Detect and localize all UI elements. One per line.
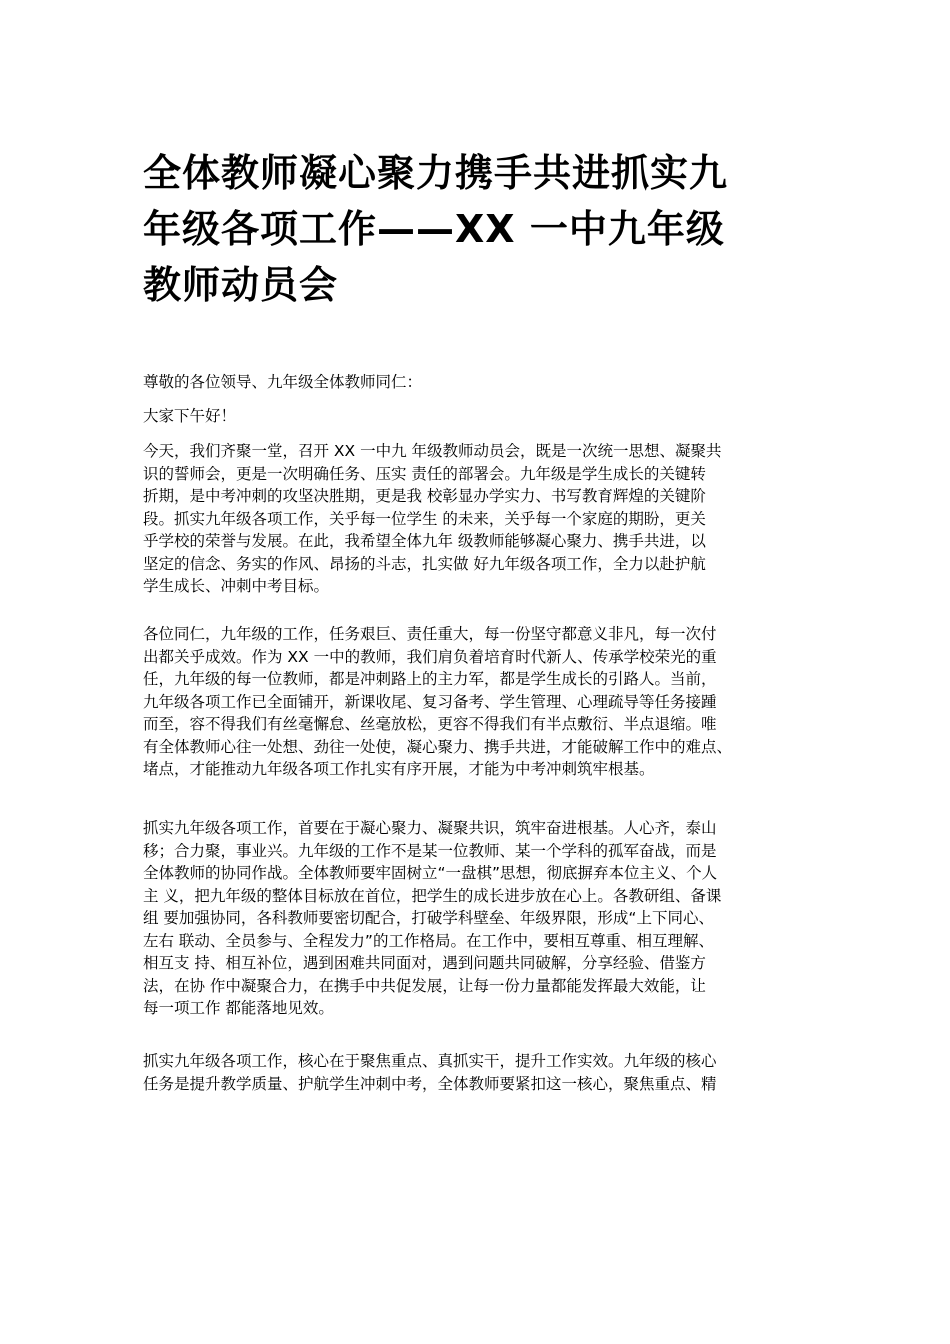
title-line: 全体教师凝心聚力携手共进抓实九 — [143, 151, 729, 195]
paragraph-line: 抓实九年级各项工作，核心在于聚焦重点、真抓实干，提升工作实效。九年级的核心 — [143, 1052, 717, 1070]
paragraph-unity — [143, 817, 823, 1020]
paragraph-line: 相互支 持、相互补位，遇到困难共同面对，遇到问题共同破解，分享经验、借鉴方 — [143, 954, 706, 972]
paragraph-line: 左右 联动、全员参与、全程发力”的工作格局。在工作中，要相互尊重、相互理解、 — [143, 931, 714, 950]
paragraph-line: 出都关乎成效。作为 XX 一中的教师，我们肩负着培育时代新人、传承学校荣光的重 — [143, 647, 717, 666]
paragraph-line: 识的誓师会，更是一次明确任务、压实 责任的部署会。九年级是学生成长的关键转 — [143, 464, 706, 483]
paragraph-line: 抓实九年级各项工作，首要在于凝心聚力、凝聚共识，筑牢奋进根基。人心齐，泰山 — [143, 819, 717, 837]
paragraph-line: 学生成长、冲刺中考目标。 — [143, 577, 330, 595]
paragraph-line: 任，九年级的每一位教师，都是冲刺路上的主力军，都是学生成长的引路人。当前， — [143, 670, 717, 688]
paragraph-line: 全体教师的协同作战。全体教师要牢固树立“一盘棋”思想，彻底摒弃本位主义、个人 — [143, 864, 718, 882]
paragraph-line: 主 义，把九年级的整体目标放在首位，把学生的成长进步放在心上。各教研组、备课 — [143, 886, 722, 905]
paragraph-line: 而至，容不得我们有丝毫懈怠、丝毫放松，更容不得我们有半点敷衍、半点退缩。唯 — [143, 715, 717, 733]
paragraph-line: 法，在协 作中凝聚合力，在携手中共促发展，让每一份力量都能发挥最大效能，让 — [143, 976, 706, 995]
paragraph-opening — [143, 440, 823, 598]
paragraph-line: 有全体教师心往一处想、劲往一处使，凝心聚力、携手共进，才能破解工作中的难点、 — [143, 737, 733, 756]
salutation-text: 尊敬的各位领导、九年级全体教师同仁： — [143, 373, 423, 391]
paragraph-responsibility — [143, 623, 823, 781]
paragraph-line: 段。抓实九年级各项工作，关乎每一位学生 的未来，关乎每一个家庭的期盼，更关 — [143, 509, 706, 528]
paragraph-line: 各位同仁，九年级的工作，任务艰巨、责任重大，每一份坚守都意义非凡，每一次付 — [143, 625, 717, 643]
paragraph-line: 每一项工作 都能落地见效。 — [143, 999, 334, 1017]
title-line: 年级各项工作——XX 一中九年级 — [143, 207, 725, 251]
paragraph-line: 组 要加强协同，各科教师要密切配合，打破学科壁垒、年级界限，形成“上下同心、 — [143, 909, 714, 927]
paragraph-line: 今天，我们齐聚一堂，召开 XX 一中九 年级教师动员会，既是一次统一思想、凝聚共 — [143, 442, 722, 460]
paragraph-line: 移；合力聚，事业兴。九年级的工作不是某一位教师、某一个学科的孤军奋战，而是 — [143, 841, 717, 860]
paragraph-line: 九年级各项工作已全面铺开，新课收尾、复习备考、学生管理、心理疏导等任务接踵 — [143, 692, 717, 711]
paragraph-line: 堵点，才能推动九年级各项工作扎实有序开展，才能为中考冲刺筑牢根基。 — [143, 760, 655, 778]
title-line: 教师动员会 — [143, 263, 339, 307]
paragraph-line: 折期，是中考冲刺的攻坚决胜期，更是我 校彰显办学实力、书写教育辉煌的关键阶 — [143, 487, 706, 505]
document-title — [143, 145, 843, 313]
greeting-text: 大家下午好！ — [143, 407, 237, 425]
paragraph-line: 乎学校的荣誉与发展。在此，我希望全体九年 级教师能够凝心聚力、携手共进，以 — [143, 532, 706, 550]
paragraph-line: 任务是提升教学质量、护航学生冲刺中考，全体教师要紧扣这一核心，聚焦重点、精 — [143, 1074, 717, 1093]
greeting — [143, 405, 823, 428]
paragraph-line: 坚定的信念、务实的作风、昂扬的斗志，扎实做 好九年级各项工作，全力以赴护航 — [143, 554, 706, 573]
paragraph-focus — [143, 1050, 823, 1095]
salutation — [143, 371, 823, 394]
